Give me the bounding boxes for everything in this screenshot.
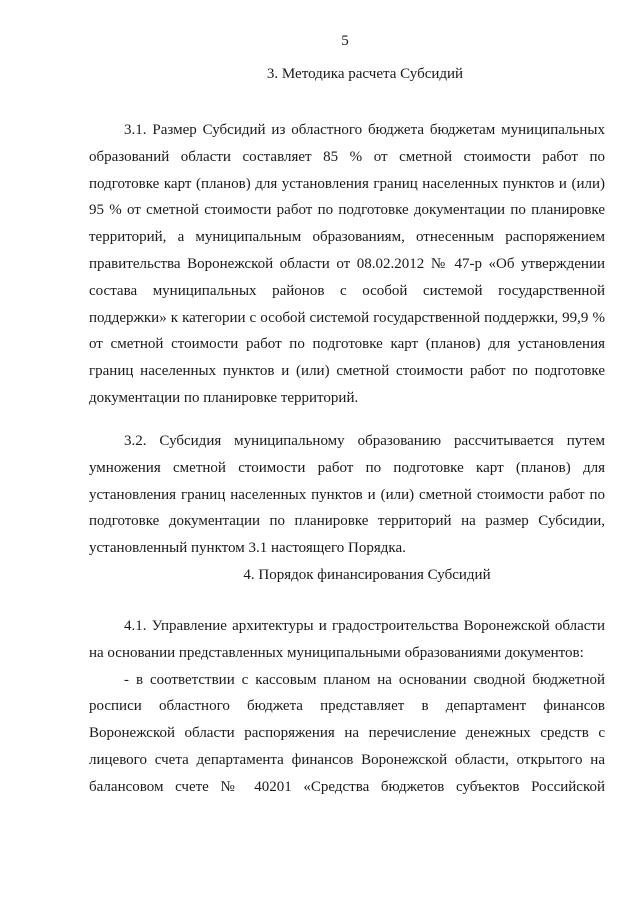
page-number: 5 xyxy=(341,33,349,49)
paragraph-line: территорий, а муниципальным образованиям, отнесенным распоряжением xyxy=(89,229,605,246)
paragraph-line: лицевого счета департамента финансов Воронежской области, открытого на xyxy=(89,751,605,768)
paragraph-line: границ населенных пунктов и (или) сметной стоимости работ по подготовке xyxy=(89,363,605,380)
paragraph-line: 95 % от сметной стоимости работ по подготовке документации по планировке xyxy=(89,202,605,219)
paragraph-line: правительства Воронежской области от 08.02.2012 № 47-р «Об утверждении xyxy=(89,255,605,272)
paragraph-3-1 xyxy=(89,117,605,412)
paragraph-3-2 xyxy=(89,428,605,562)
paragraph-line: состава муниципальных районов с особой системой государственной xyxy=(89,282,605,299)
paragraph-line: подготовке карт (планов) для установления границ населенных пунктов и (или) xyxy=(89,175,605,192)
paragraph-4-1 xyxy=(89,613,605,801)
paragraph-line: поддержки» к категории с особой системой государственной поддержки, 99,9 % xyxy=(89,309,605,326)
paragraph-line: умножения сметной стоимости работ по подготовке карт (планов) для xyxy=(89,459,605,476)
paragraph-line: 3.2. Субсидия муниципальному образованию рассчитывается путем xyxy=(124,433,605,449)
paragraph-line: на основании представленных муниципальными образованиями документов: xyxy=(89,644,584,661)
paragraph-line: балансовом счете № 40201 «Средства бюджетов субъектов Российской xyxy=(89,778,605,795)
paragraph-line: 4.1. Управление архитектуры и градостроительства Воронежской области xyxy=(124,618,605,634)
paragraph-line: 3.1. Размер Субсидий из областного бюджета бюджетам муниципальных xyxy=(124,122,605,138)
section-3-heading: 3. Методика расчета Субсидий xyxy=(266,66,464,82)
paragraph-line: установления границ населенных пунктов и (или) сметной стоимости работ по xyxy=(89,486,605,503)
paragraph-line: от сметной стоимости работ по подготовке карт (планов) для установления xyxy=(89,336,605,353)
paragraph-line: подготовке документации по планировке территорий на размер Субсидии, xyxy=(89,513,605,530)
paragraph-line: росписи областного бюджета представляет в департамент финансов xyxy=(89,698,605,715)
paragraph-line: образований области составляет 85 % от сметной стоимости работ по xyxy=(89,148,605,165)
paragraph-line: Воронежской области распоряжения на перечисление денежных средств с xyxy=(89,725,605,742)
list-item-line: - в соответствии с кассовым планом на основании сводной бюджетной xyxy=(124,671,605,688)
section-4-heading: 4. Порядок финансирования Субсидий xyxy=(243,567,491,583)
paragraph-line: установленный пунктом 3.1 настоящего Порядка. xyxy=(89,540,406,557)
paragraph-line: документации по планировке территорий. xyxy=(89,389,359,406)
